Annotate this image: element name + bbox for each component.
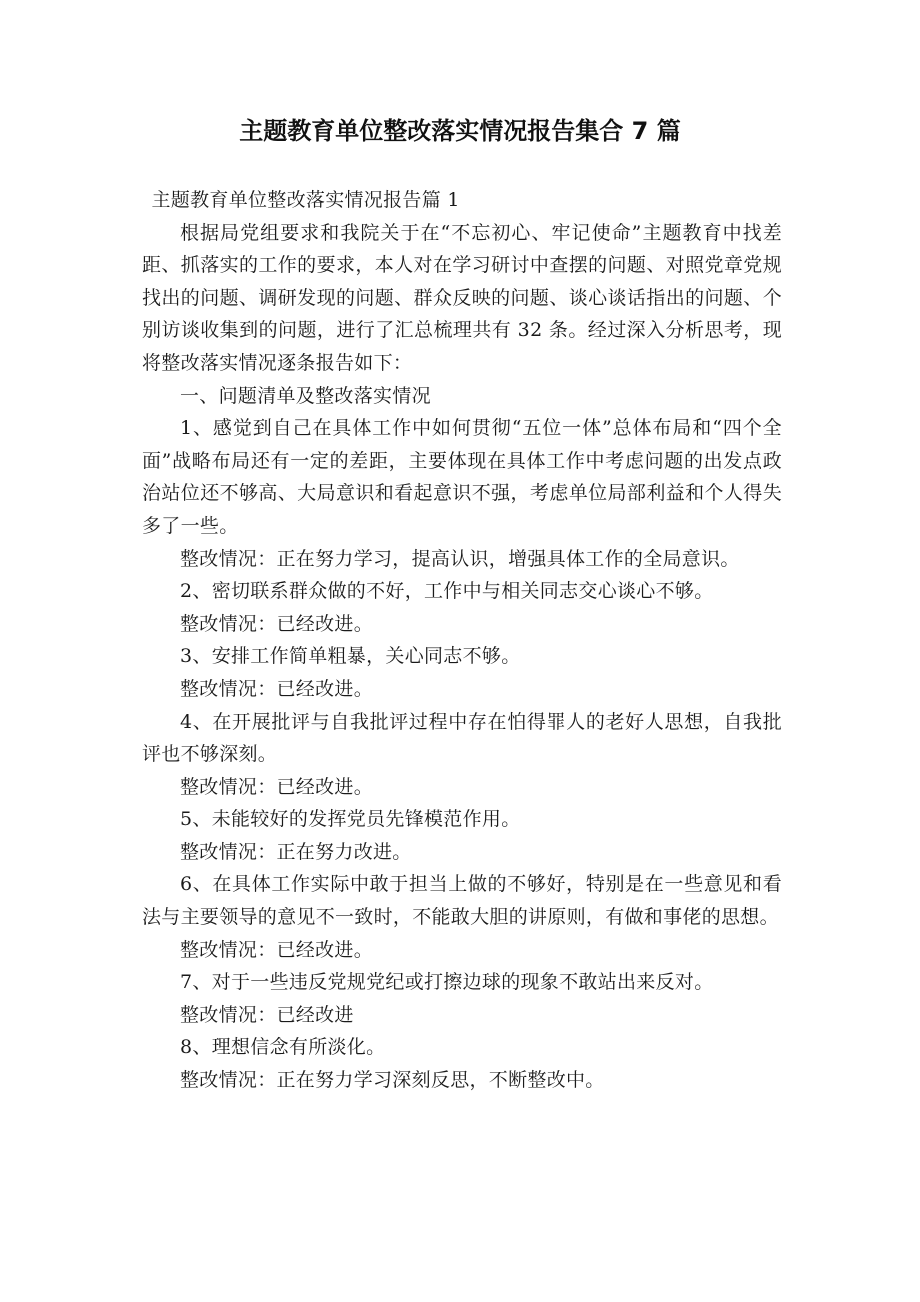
rectification-status: 整改情况：已经改进。 [180, 938, 374, 961]
section-heading: 主题教育单位整改落实情况报告篇 1 [151, 189, 460, 211]
rectification-status: 整改情况：已经改进 [180, 1003, 354, 1026]
issue-item: 6、在具体工作实际中敢于担当上做的不够好，特别是在一些意见和看法与主要领导的意见不一致时，不能敢大胆的讲原则，有做和事佬的思想。 [142, 873, 782, 929]
issue-item: 4、在开展批评与自我批评过程中存在怕得罪人的老好人思想，自我批评也不够深刻。 [142, 710, 782, 766]
rectification-status: 整改情况：正在努力学习，提高认识，增强具体工作的全局意识。 [180, 547, 740, 570]
issue-item: 3、安排工作简单粗暴，关心同志不够。 [180, 645, 521, 668]
issue-item: 5、未能较好的发挥党员先锋模范作用。 [180, 808, 521, 831]
section-subheading: 一、问题清单及整改落实情况 [180, 384, 431, 407]
document-body [142, 184, 782, 1097]
document-title: 主题教育单位整改落实情况报告集合 7 篇 [239, 117, 681, 145]
rectification-status: 整改情况：已经改进。 [180, 612, 374, 635]
intro-paragraph: 根据局党组要求和我院关于在“不忘初心、牢记使命”主题教育中找差距、抓落实的工作的要求，本人对在学习研讨中查摆的问题、对照党章党规找出的问题、调研发现的问题、群众反映的问题、谈心谈话指出的问题、个别访谈收集到的问题，进行了汇总梳理共有 32 条。经过深入分析思考，现将整改落实情况逐条报告如下： [142, 221, 782, 374]
issue-item: 2、密切联系群众做的不好，工作中与相关同志交心谈心不够。 [180, 580, 714, 603]
issue-item: 8、理想信念有所淡化。 [180, 1036, 386, 1059]
rectification-status: 整改情况：已经改进。 [180, 677, 374, 700]
issue-item: 1、感觉到自己在具体工作中如何贯彻“五位一体”总体布局和“四个全面”战略布局还有一定的差距，主要体现在具体工作中考虑问题的出发点政治站位还不够高、大局意识和看起意识不强，考虑单位局部利益和个人得失多了一些。 [142, 417, 782, 537]
rectification-status: 整改情况：正在努力改进。 [180, 840, 412, 863]
issue-item: 7、对于一些违反党规党纪或打擦边球的现象不敢站出来反对。 [180, 971, 714, 994]
rectification-status: 整改情况：已经改进。 [180, 775, 374, 798]
rectification-status: 整改情况：正在努力学习深刻反思，不断整改中。 [180, 1069, 605, 1092]
